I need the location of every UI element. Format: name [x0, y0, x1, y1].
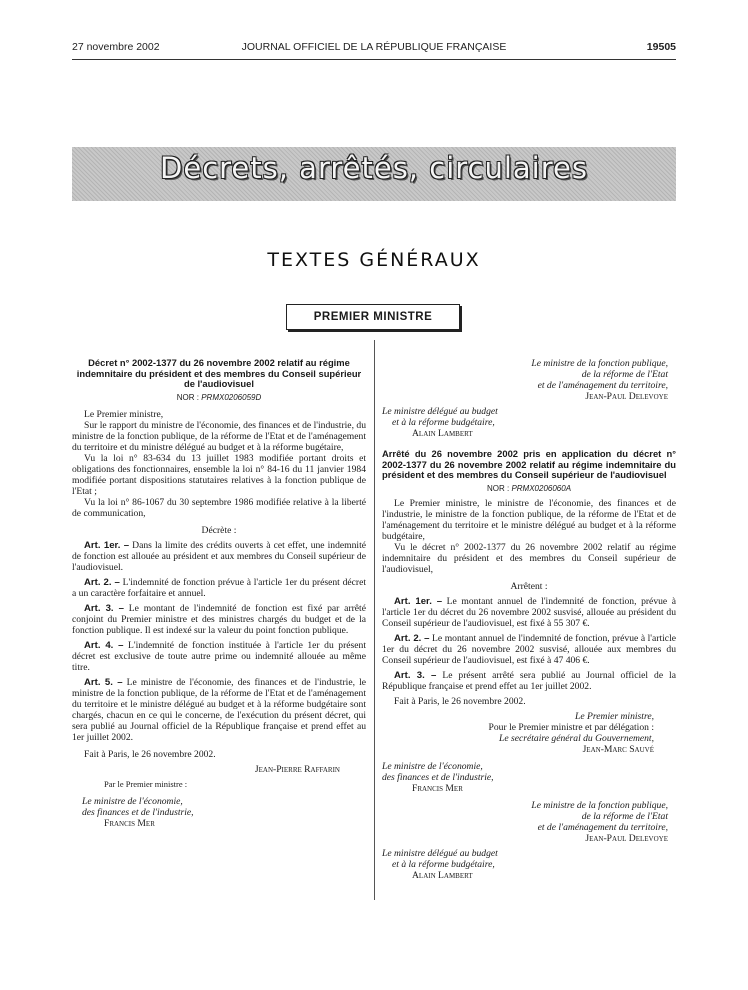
decree-done: Fait à Paris, le 26 novembre 2002. — [84, 748, 216, 760]
decree-by-pm: Par le Premier ministre : — [104, 778, 188, 789]
decree-article-2-label: Art. 2. – — [84, 576, 120, 588]
decree-nor-label: NOR : — [176, 392, 199, 402]
arrete-preamble-1: Vu le décret n° 2002-1377 du 26 novembre 2002 relatif au régime indemnitaire du président et des membres du Conseil supérieur de l'audiovisuel, — [382, 541, 676, 575]
column-divider — [374, 340, 375, 900]
decree-article-5-text: Le ministre de l'économie, des finances et de l'industrie, le ministre de la fonction publique, de la réforme de l'Etat et de l'aménagement du territoire et le ministre délégué au budget et à la réforme budgétaire sont chargés, chacun en ce qui le concerne, de l'exécution du présent décret, qui sera publié au Journal officiel de la République française et prend effet au 1er juillet 2002. — [72, 676, 366, 743]
arrete-nor — [382, 483, 676, 494]
decree-sig-fp-block — [382, 358, 676, 402]
decree-sig-bud-line1: Le ministre délégué au budget — [382, 406, 498, 417]
decree-title: Décret n° 2002-1377 du 26 novembre 2002 relatif au régime indemnitaire du président et des membres du Conseil supérieur de l'audiovisuel — [76, 357, 362, 390]
decree-sig-bud-name: Alain Lambert — [412, 428, 473, 439]
arrete-arretent: Arrêtent : — [510, 580, 548, 592]
arrete-pm-line2: Pour le Premier ministre et par délégation : — [488, 721, 654, 733]
header-page-number: 19505 — [646, 41, 676, 53]
header-date: 27 novembre 2002 — [72, 41, 160, 53]
section-banner — [72, 147, 676, 201]
arrete-article-2-label: Art. 2. – — [394, 632, 430, 644]
decree-signatory: Jean-Pierre Raffarin — [254, 763, 340, 775]
arrete-sig-bud-line2: et à la réforme budgétaire, — [392, 858, 495, 870]
arrete-column — [382, 358, 676, 881]
banner-title: Décrets, arrêtés, circulaires — [160, 151, 588, 185]
arrete-article-1-label: Art. 1er. – — [394, 595, 443, 607]
decree-sig-fp-line1: Le ministre de la fonction publique, — [531, 358, 668, 369]
decree-decrete: Décrète : — [201, 524, 237, 536]
arrete-nor-code: PRMX0206060A — [511, 483, 572, 493]
decree-sig-eco-name: Francis Mer — [104, 817, 155, 829]
arrete-pm-name: Jean-Marc Sauvé — [582, 743, 654, 755]
arrete-article-3-text: Le présent arrêté sera publié au Journal officiel de la République française et prend effet au 1er juillet 2002. — [382, 669, 676, 692]
decree-preamble-3: Vu la loi n° 86-1067 du 30 septembre 1986 modifiée relative à la liberté de communication, — [72, 496, 366, 519]
decree-sig-fp-line2: de la réforme de l'Etat — [581, 369, 668, 380]
arrete-done: Fait à Paris, le 26 novembre 2002. — [394, 695, 526, 707]
arrete-nor-label: NOR : — [486, 483, 510, 493]
ministry-box — [286, 304, 460, 330]
arrete-sig-fp-line2: de la réforme de l'Etat — [581, 810, 668, 822]
running-header — [72, 41, 676, 55]
decree-preamble-0: Le Premier ministre, — [84, 408, 164, 420]
arrete-article-3-label: Art. 3. – — [394, 669, 437, 681]
decree-sig-fp-name: Jean-Paul Delevoye — [585, 391, 668, 402]
decree-article-1-label: Art. 1er. – — [84, 539, 130, 551]
arrete-article-2-text: Le montant annuel de l'indemnité de fonction, prévue à l'article 1er du décret du 26 novembre 2002 susvisé, allouée aux membres du Conseil supérieur de l'audiovisuel, est fixé à 47 406 €. — [382, 632, 676, 666]
arrete-sig-bud-line1: Le ministre délégué au budget — [382, 847, 498, 859]
decree-column — [72, 358, 366, 829]
decree-sig-eco-line1: Le ministre de l'économie, — [82, 795, 183, 807]
arrete-sig-fp-line1: Le ministre de la fonction publique, — [531, 799, 668, 811]
decree-article-2-text: L'indemnité de fonction prévue à l'article 1er du présent décret a un caractère forfaitaire et annuel. — [72, 576, 366, 599]
arrete-article-1-text: Le montant annuel de l'indemnité de fonction, prévue à l'article 1er du décret du 26 novembre 2002 susvisé, allouée au président du Conseil supérieur de l'audiovisuel, est fixé à 55 307 €. — [382, 595, 677, 629]
decree-nor-code: PRMX0206059D — [201, 392, 262, 402]
header-rule — [72, 59, 676, 60]
arrete-title: Arrêté du 26 novembre 2002 pris en application du décret n° 2002-1377 du 26 novembre 2002 relatif au régime indemnitaire du président et des membres du Conseil supérieur de l'audiovisuel — [382, 448, 676, 481]
arrete-sig-eco-line1: Le ministre de l'économie, — [382, 760, 483, 772]
arrete-pm-line1: Le Premier ministre, — [575, 710, 654, 722]
decree-article-5-label: Art. 5. – — [84, 676, 123, 688]
arrete-sig-fp-block — [382, 800, 676, 844]
decree-article-3 — [72, 603, 366, 636]
arrete-preamble-0: Le Premier ministre, le ministre de l'économie, des finances et de l'industrie, le ministre de la fonction publique, de la réforme de l'Etat et de l'aménagement du territoire et le ministre délégué au budget et à la réforme budgétaire, — [382, 497, 676, 542]
arrete-sig-fp-line3: et de l'aménagement du territoire, — [537, 821, 668, 833]
decree-sig-bud-line2: et à la réforme budgétaire, — [392, 417, 495, 428]
arrete-sig-eco-name: Francis Mer — [412, 782, 463, 794]
arrete-pm-block — [382, 711, 676, 755]
arrete-pm-line3: Le secrétaire général du Gouvernement, — [499, 732, 654, 744]
decree-article-2 — [72, 577, 366, 599]
decree-sig-fp-line3: et de l'aménagement du territoire, — [537, 380, 668, 391]
arrete-sig-bud-name: Alain Lambert — [412, 869, 473, 881]
decree-article-4 — [72, 640, 366, 673]
decree-preamble-1: Sur le rapport du ministre de l'économie, des finances et de l'industrie, du ministre de la fonction publique, de la réforme de l'Etat et de l'aménagement du territoire et du ministre délégué au budget et à la réforme bugétaire, — [72, 419, 366, 453]
arrete-sig-fp-name: Jean-Paul Delevoye — [585, 832, 668, 844]
decree-article-1 — [72, 540, 366, 573]
arrete-sig-eco-line2: des finances et de l'industrie, — [382, 771, 494, 783]
arrete-article-1 — [382, 596, 676, 629]
decree-sig-eco-line2: des finances et de l'industrie, — [82, 806, 194, 818]
decree-article-1-text: Dans la limite des crédits ouverts à cet effet, une indemnité de fonction est allouée au président et aux membres du Conseil supérieur de l'audiovisuel. — [72, 539, 366, 573]
section-title: TEXTES GÉNÉRAUX — [267, 249, 481, 271]
decree-nor — [72, 392, 366, 403]
decree-article-3-text: Le montant de l'indemnité de fonction est fixé par arrêté conjoint du Premier ministre et des ministres chargés du budget et de la fonction publique. Il est indexé sur la valeur du point fonction publique. — [72, 602, 366, 636]
decree-article-4-label: Art. 4. – — [84, 639, 124, 651]
decree-article-3-label: Art. 3. – — [84, 602, 124, 614]
decree-article-4-text: L'indemnité de fonction instituée à l'article 1er du présent décret est exclusive de toute autre prime ou indemnité allouée au même titre. — [72, 639, 366, 673]
arrete-article-3 — [382, 670, 676, 692]
decree-article-5 — [72, 677, 366, 743]
header-journal: JOURNAL OFFICIEL DE LA RÉPUBLIQUE FRANÇAISE — [241, 41, 507, 53]
arrete-article-2 — [382, 633, 676, 666]
ministry-label: PREMIER MINISTRE — [313, 311, 433, 323]
decree-preamble-2: Vu la loi n° 83-634 du 13 juillet 1983 modifiée portant droits et obligations des fonctionnaires, ensemble la loi n° 84-16 du 11 janvier 1984 modifiée portant dispositions statutaires relatives à la fonction publique de l'Etat ; — [72, 452, 366, 497]
